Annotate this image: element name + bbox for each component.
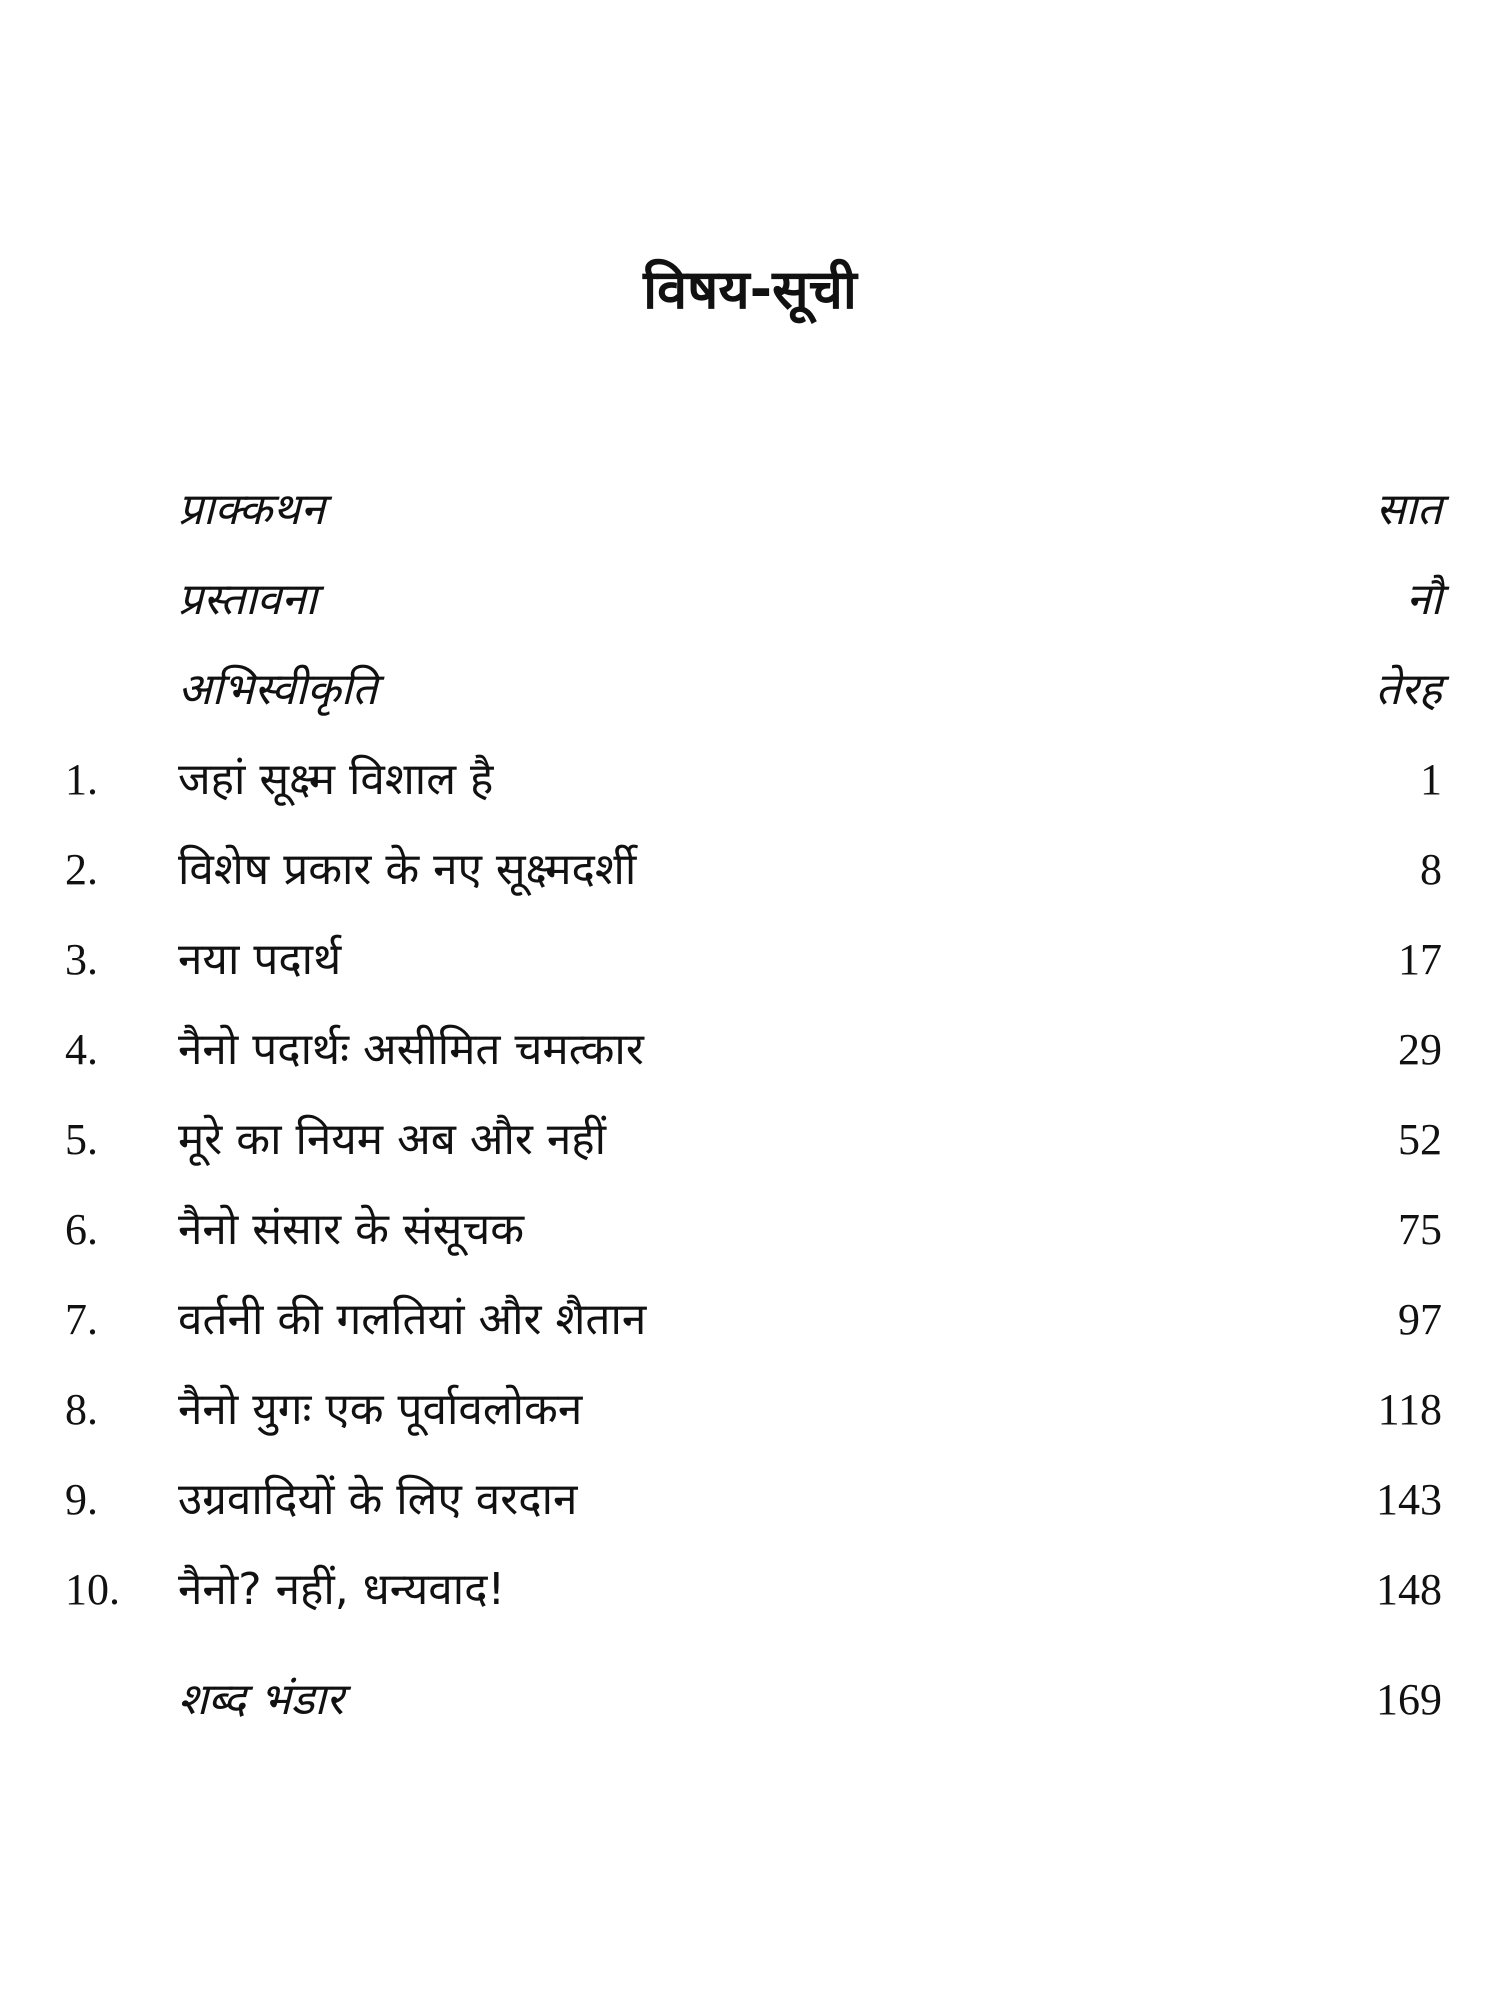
chapter-page: 52 [1398,1115,1442,1164]
toc-entry-preface [0,460,1500,550]
chapter-page: 75 [1398,1205,1442,1254]
toc-entry-glossary [0,1650,1500,1740]
chapter-number: 5. [65,1115,98,1164]
toc-chapter-1 [0,730,1500,820]
chapter-number: 9. [65,1475,98,1524]
toc-chapter-3 [0,910,1500,1000]
chapter-title: वर्तनी की गलतियां और शैतान [178,1294,647,1345]
toc-entry-page: नौ [1406,574,1442,625]
chapter-title: जहां सूक्ष्म विशाल है [178,754,494,805]
chapter-page: 118 [1377,1385,1442,1434]
chapter-page: 29 [1398,1025,1442,1074]
toc-entry-title: प्रस्तावना [178,574,317,625]
toc-chapter-6 [0,1180,1500,1270]
toc-chapter-5 [0,1090,1500,1180]
chapter-number: 3. [65,935,98,984]
toc-entry-page: 169 [1376,1675,1442,1724]
toc-entry-title: प्राक्कथन [178,484,325,535]
table-of-contents [0,460,1500,1740]
toc-entry-page: सात [1375,484,1442,535]
toc-entry-title: शब्द भंडार [178,1674,344,1725]
chapter-title: मूरे का नियम अब और नहीं [178,1114,607,1165]
toc-entry-page: तेरह [1375,664,1442,715]
toc-entry-introduction [0,550,1500,640]
toc-entry-acknowledgement [0,640,1500,730]
chapter-number: 10. [65,1565,120,1614]
chapter-page: 143 [1376,1475,1442,1524]
toc-chapter-10 [0,1540,1500,1630]
toc-entry-title: अभिस्वीकृति [178,664,378,715]
chapter-page: 8 [1420,845,1442,894]
chapter-title: नैनो? नहीं, धन्यवाद! [178,1564,506,1615]
chapter-title: नैनो संसार के संसूचक [178,1204,525,1255]
chapter-page: 97 [1398,1295,1442,1344]
toc-chapter-7 [0,1270,1500,1360]
chapter-page: 1 [1420,755,1442,804]
chapter-number: 6. [65,1205,98,1254]
chapter-number: 2. [65,845,98,894]
chapter-number: 8. [65,1385,98,1434]
chapter-page: 148 [1376,1565,1442,1614]
page-title: विषय-सूची [643,258,857,321]
toc-chapter-2 [0,820,1500,910]
chapter-number: 1. [65,755,98,804]
toc-chapter-9 [0,1450,1500,1540]
chapter-number: 7. [65,1295,98,1344]
chapter-number: 4. [65,1025,98,1074]
chapter-title: नैनो पदार्थः असीमित चमत्कार [178,1024,644,1075]
chapter-page: 17 [1398,935,1442,984]
toc-chapter-8 [0,1360,1500,1450]
chapter-title: विशेष प्रकार के नए सूक्ष्मदर्शी [178,844,637,895]
chapter-title: उग्रवादियों के लिए वरदान [178,1474,578,1525]
chapter-title: नैनो युगः एक पूर्वावलोकन [178,1384,583,1435]
toc-chapter-4 [0,1000,1500,1090]
chapter-title: नया पदार्थ [178,934,342,985]
